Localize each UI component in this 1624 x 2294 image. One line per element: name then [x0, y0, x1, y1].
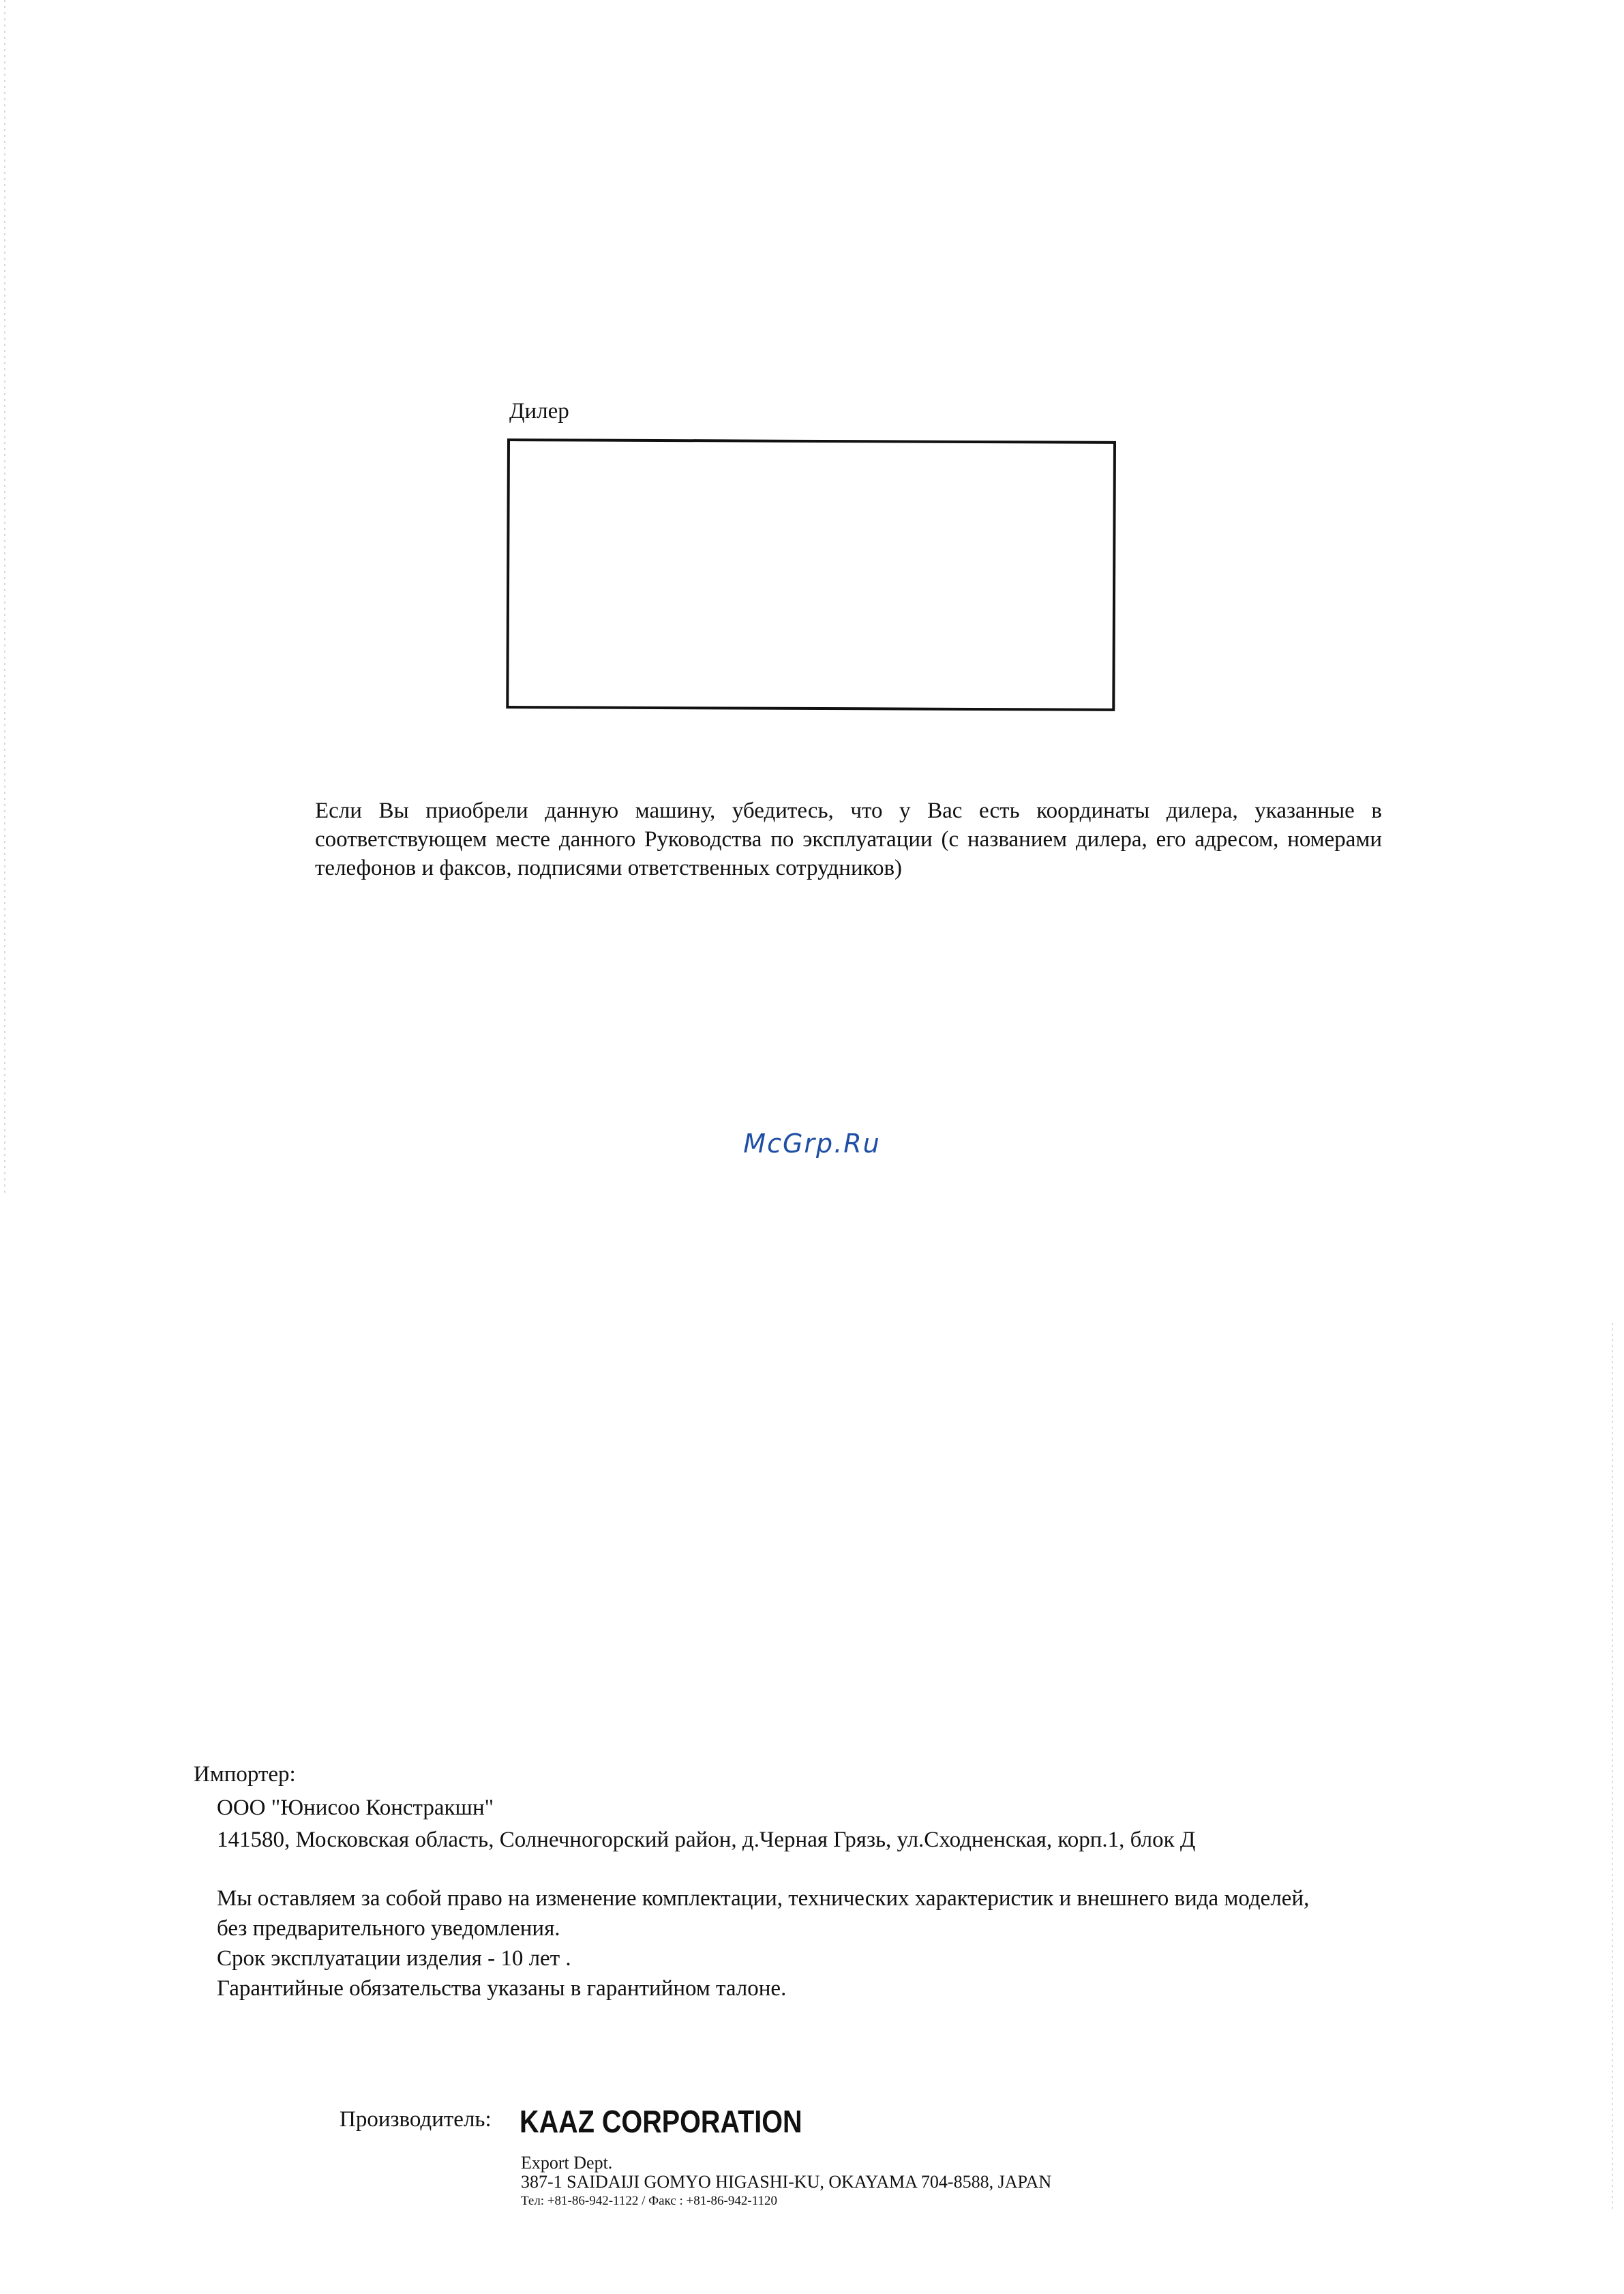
- manufacturer-address: 387-1 SAIDAIJI GOMYO HIGASHI-KU, OKAYAMA 704-8588, JAPAN: [521, 2172, 1052, 2192]
- dealer-stamp-box: [506, 438, 1116, 711]
- rights-line: Мы оставляем за собой право на изменение комплектации, технических характеристик и внешнего вида моделей,: [217, 1886, 1310, 1911]
- watermark-link[interactable]: McGrp.Ru: [743, 1129, 881, 1159]
- dealer-label: Дилер: [509, 399, 569, 423]
- importer-address: 141580, Московская область, Солнечногорский район, д.Черная Грязь, ул.Сходненская, корп.1, блок Д: [217, 1828, 1196, 1852]
- service-life-line: Срок эксплуатации изделия - 10 лет .: [217, 1946, 571, 1971]
- rights-notice: [217, 1883, 1403, 2003]
- scan-edge-left: [4, 0, 5, 1193]
- importer-company: ООО "Юнисоо Констракшн": [217, 1796, 494, 1820]
- manufacturer-contacts: Тел: +81-86-942-1122 / Факс : +81-86-942-1120: [521, 2194, 778, 2208]
- importer-details: [217, 1792, 1195, 1856]
- rights-line: без предварительного уведомления.: [217, 1916, 560, 1941]
- scan-edge-right: [1612, 1323, 1613, 2209]
- manufacturer-details: [521, 2154, 1051, 2211]
- importer-label: Импортер:: [194, 1762, 296, 1787]
- dealer-notice-paragraph: Если Вы приобрели данную машину, убедитесь, что у Вас есть координаты дилера, указанные в соответствующем месте данного Руководства по эксплуатации (с названием дилера, его адресом, номерами телефонов и факсов, подписями ответственных сотрудников): [315, 799, 1382, 880]
- manufacturer-name: KAAZ CORPORATION: [520, 2104, 802, 2139]
- warranty-line: Гарантийные обязательства указаны в гарантийном талоне.: [217, 1976, 787, 2001]
- manufacturer-label: Производитель:: [340, 2107, 492, 2132]
- manufacturer-dept: Export Dept.: [521, 2153, 613, 2173]
